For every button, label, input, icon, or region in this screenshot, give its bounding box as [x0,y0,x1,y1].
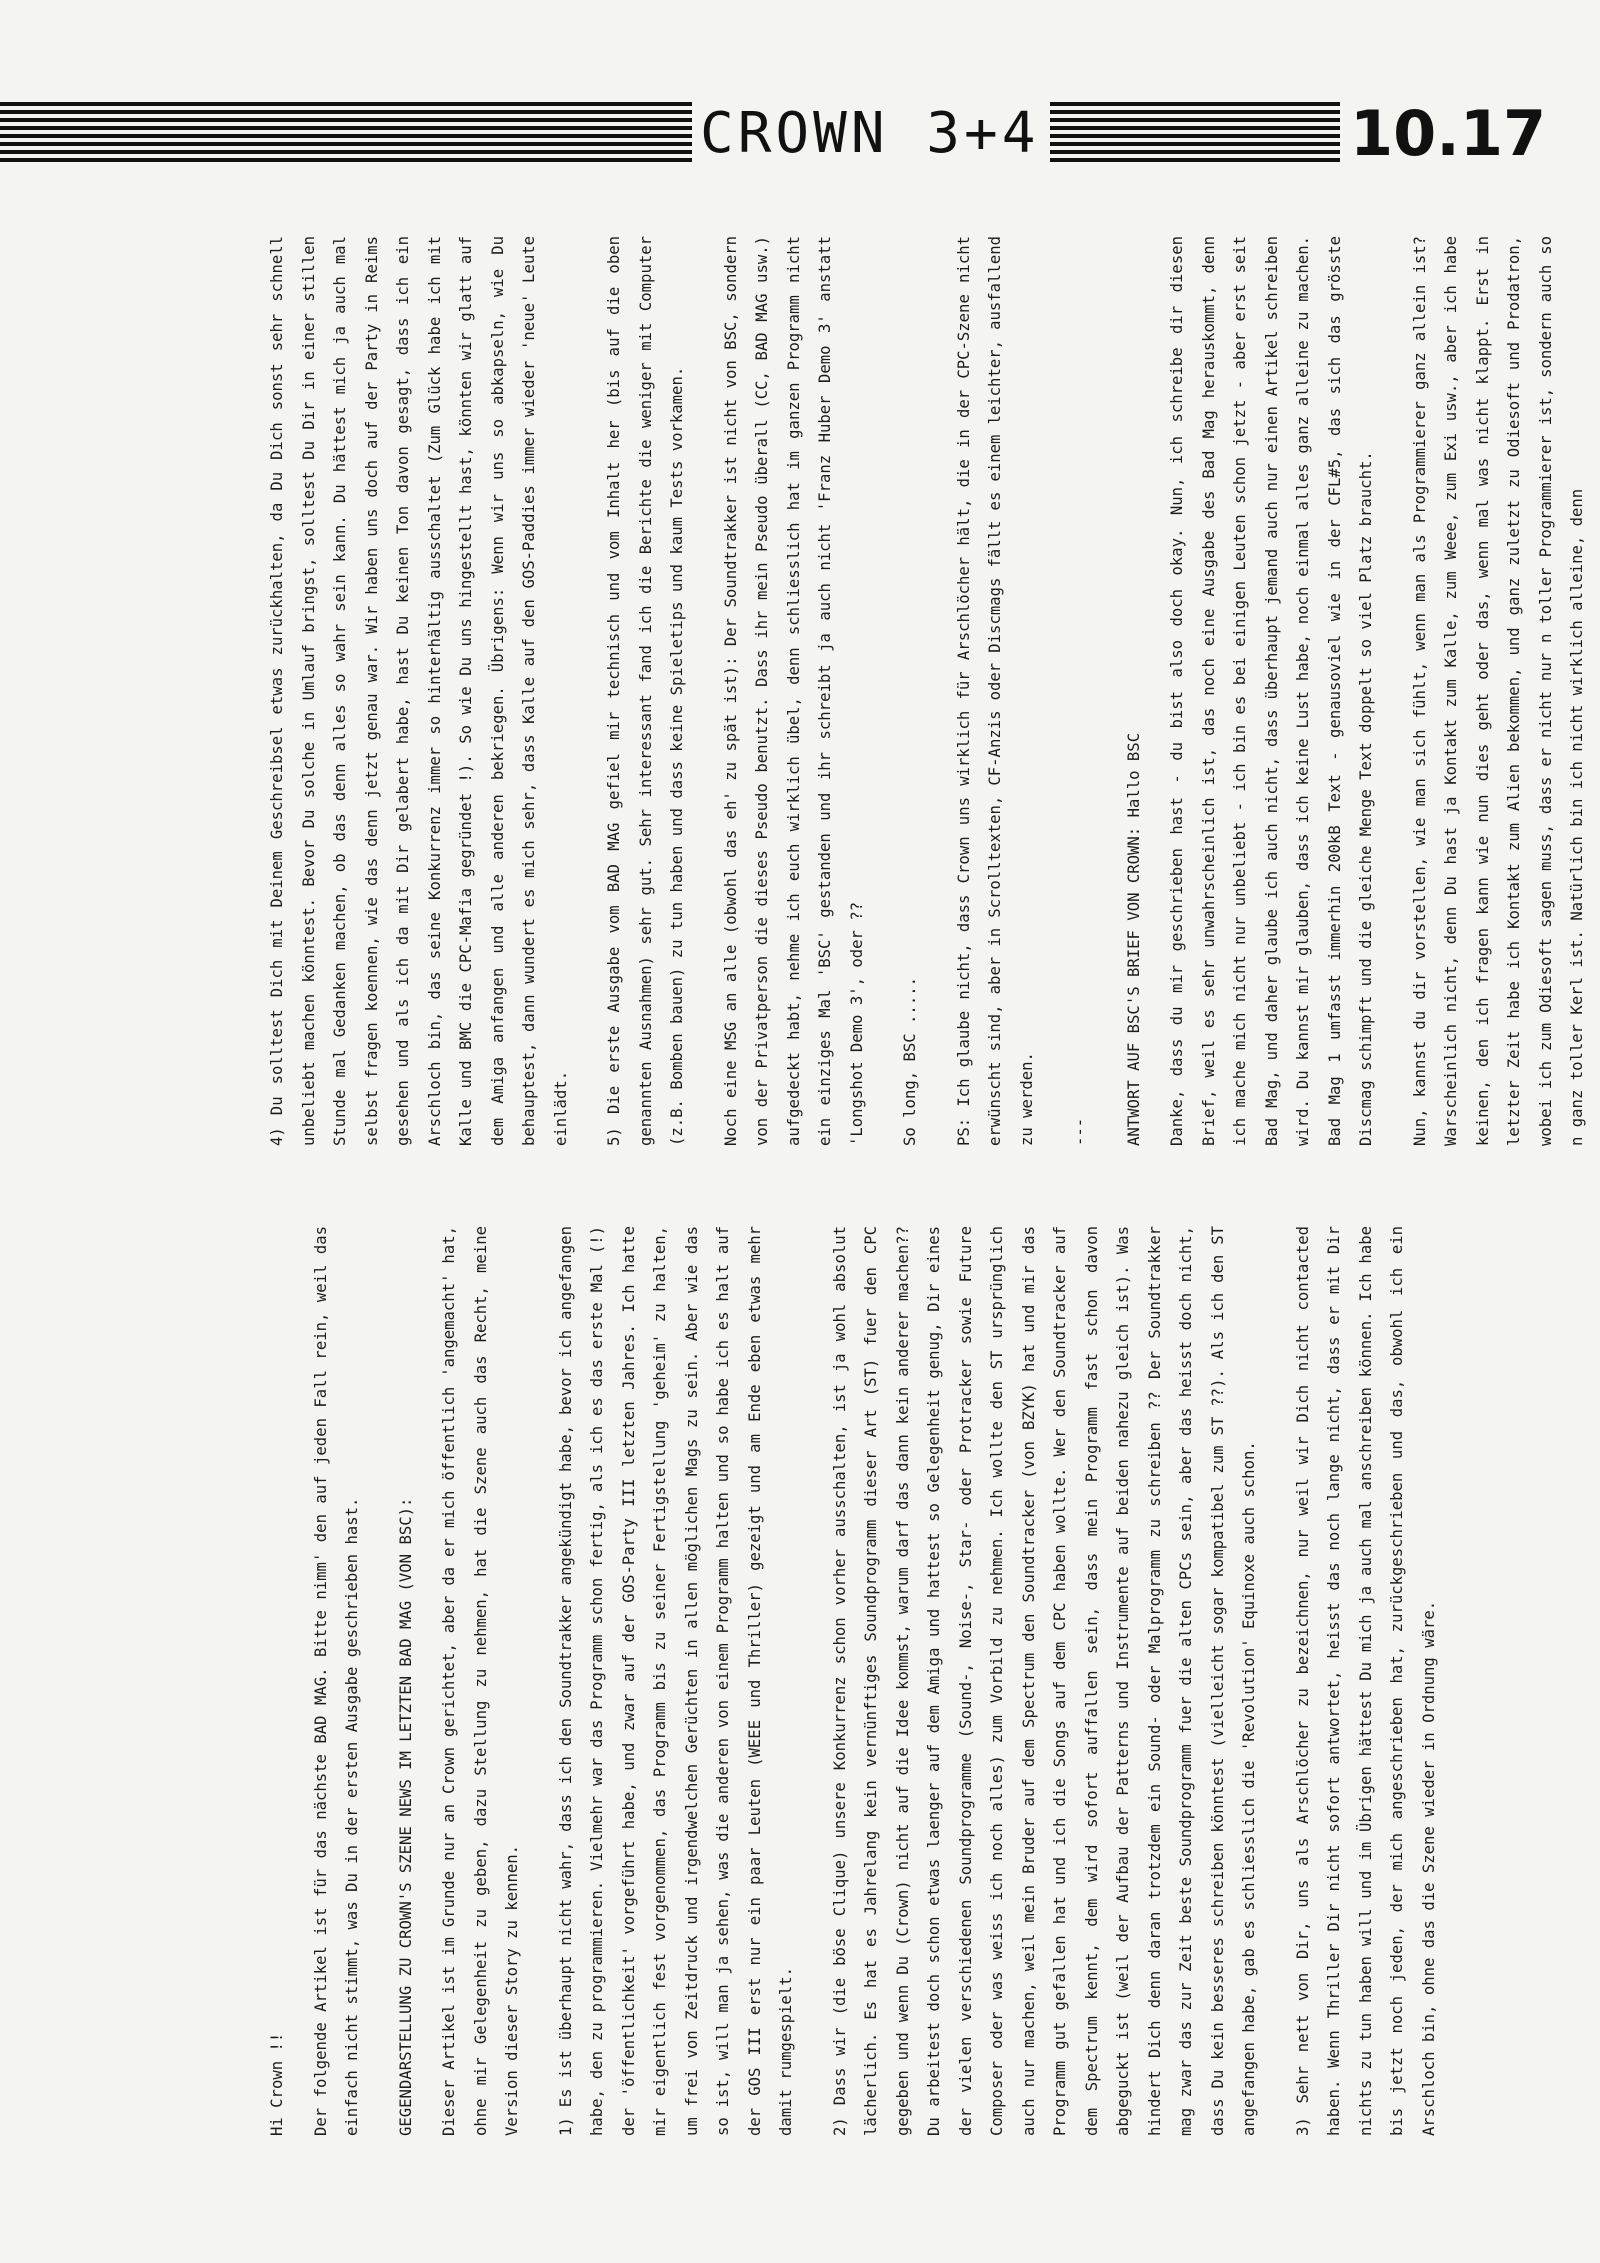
page-header [0,80,1600,190]
greeting: Hi Crown !! [268,2032,286,2136]
header-stripes-right [1050,102,1340,164]
magazine-title: CROWN 3+4 [700,101,1040,166]
paragraph-msg: Noch eine MSG an alle (obwohl das eh' zu spät ist): Der Soundtrakker ist nicht von BSC, sondern von der Privatperson die dieses Pseudo benutzt. Dass ihr mein Pseudo überall (CC, BAD MAG usw.) aufgedeckt habt, nehme ich euch wirklich übel, denn schliesslich hat im ganzen Programm nicht ein einziges Mal 'BSC' gestanden und ihr schreibt ja auch nicht 'Franz Huber Demo 3' anstatt 'Longshot Demo 3', oder ?? [721,236,866,1146]
intro-paragraph: Der folgende Artikel ist für das nächste BAD MAG. Bitte nimm' den auf jeden Fall rein, weil das einfach nicht stimmt, was Du in der ersten Ausgabe geschrieben hast. [311,1226,361,2136]
answer-paragraph-1: Danke, dass du mir geschrieben hast - du bist also doch okay. Nun, ich schreibe dir diesen Brief, weil es sehr unwahrscheinlich ist, das noch eine Ausgabe des Bad Mag herauskommt, denn ich mache mich nicht nur unbeliebt - ich bin es bei einigen Leuten schon jetzt - aber erst seit Bad Mag, und daher glaube ich auch nicht, dass überhaupt jemand auch nur einen Artikel schreiben wird. Du kannst mir glauben, dass ich keine Lust habe, noch einmal alles ganz alleine zu machen. Bad Mag 1 umfasst immerhin 200kB Text - genausoviel wie in der CFL#5, das sich das grösste Discmag schimpft und die gleiche Menge Text doppelt so viel Platz braucht. [1168,236,1375,1146]
paragraph-1: 1) Es ist überhaupt nicht wahr, dass ich den Soundtrakker angekündigt habe, bevor ich angefangen habe, den zu programmieren. Vielmehr war das Programm schon fertig, als ich es das erste Mal (!) der 'öffentlichkeit' vorgeführt habe, und zwar auf der GOS-Party III letzten Jahres. Ich hatte mir eigentlich fest vorgenommen, das Programm bis zu seiner Fertigstellung 'geheim' zu halten, um frei von Zeitdruck und irgendwelchen Gerüchten in allen möglichen Mags zu sein. Aber wie das so ist, will man ja sehen, was die anderen von einem Programm halten und so habe ich es halt auf der GOS III erst nur ein paar Leuten (WEEE und Thriller) gezeigt und am Ende eben etwas mehr damit rumgespielt. [556,1226,795,2136]
article-heading: GEGENDARSTELLUNG ZU CROWN'S SZENE NEWS IM LETZTEN BAD MAG (VON BSC): [396,1497,415,2136]
right-article-column [262,236,1586,1146]
paragraph-2: 2) Dass wir (die böse Clique) unsere Konkurrenz schon vorher ausschalten, ist ja wohl absolut lächerlich. Es hat es Jahrelang kein vernünftiges Soundprogramm dieser Art (ST) fuer den CPC gegeben und wenn Du (Crown) nicht auf die Idee kommst, warum darf das dann kein anderer machen?? Du arbeitest doch schon etwas laenger auf dem Amiga und hattest so Gelegenheit genug, Dir eines der vielen verschiedenen Soundprogramme (Sound-, Noise-, Star- oder Protracker sowie Future Composer oder was weiss ich noch alles) zum Vorbild zu nehmen. Ich wollte den ST ursprünglich auch nur machen, weil mein Bruder auf dem Spectrum den Soundtracker (von BZYK) hat und mir das Programm gut gefallen hat und ich die Songs auf dem CPC haben wollte. Wer den Soundtracker auf dem Spectrum kennt, dem wird sofort auffallen sein, dass mein Programm fast schon davon abgeguckt ist (weil der Aufbau der Patterns und Instrumente auf beiden nahezu gleich ist). Was hindert Dich denn daran trotzdem ein Sound- oder Malprogramm zu schreiben ?? Der Soundtrakker mag zwar das zur Zeit beste Soundprogramm fuer die alten CPCs sein, aber das heisst doch nicht, dass Du kein besseres schreiben könntest (vielleicht sogar kompatibel zum ST ??). Als ich den ST angefangen habe, gab es schliesslich die 'Revolution' Equinoxe auch schon. [830,1226,1258,2136]
postscript: PS: Ich glaube nicht, dass Crown uns wirklich für Arschlöcher hält, die in der CPC-Szene nicht erwünscht sind, aber in Scrolltexten, CF-Anzis oder Discmags fällt es einem leichter, ausfallend zu werden. [954,236,1036,1146]
paragraph-3: 3) Sehr nett von Dir, uns als Arschlöcher zu bezeichnen, nur weil wir Dich nicht contacted haben. Wenn Thriller Dir nicht sofort antwortet, heisst das noch lange nicht, dass er mit Dir nichts zu tun haben will und im Übrigen hättest Du mich ja auch mal anschreiben können. Ich habe bis jetzt noch jeden, der mich angeschrieben hat, zurückgeschrieben und das, obwohl ich ein Arschloch bin, ohne das die Szene wieder in Ordnung wäre. [1293,1226,1438,2136]
answer-paragraph-2: Nun, kannst du dir vorstellen, wie man sich fühlt, wenn man als Programmierer ganz allein ist? Warscheinlich nicht, denn Du hast ja Kontakt zum Kalle, zum Weee, zum Exi usw., aber ich habe keinen, den ich fragen kann wie nun dies geht oder das, wenn mal was nicht klappt. Erst in letzter Zeit habe ich Kontakt zum Alien bekommen, und ganz zuletzt zu Odiesoft und Prodatron, wobei ich zum Odiesoft sagen muss, dass er nicht nur n toller Programmierer ist, sondern auch so n ganz toller Kerl ist. Natürlich bin ich nicht wirklich alleine, denn [1410,236,1586,1146]
paragraph-4: 4) Du solltest Dich mit Deinem Geschreibsel etwas zurückhalten, da Du Dich sonst sehr schnell unbeliebt machen könntest. Bevor Du solche in Umlauf bringst, solltest Du Dir in einer stillen Stunde mal Gedanken machen, ob das denn alles so wahr sein kann. Du hättest mich ja auch mal selbst fragen koennen, wie das denn jetzt genau war. Wir haben uns doch auf der Party in Reims gesehen und als ich da mit Dir gelabert habe, hast Du keinen Ton davon gesagt, dass ich ein Arschloch bin, das seine Konkurrenz immer so hinterhältig ausschaltet (Zum Glück habe ich mit Kalle und BMC die CPC-Mafia gegründet !). So wie Du uns hingestellt hast, könnten wir glatt auf dem Amiga anfangen und alle anderen bekriegen. Übrigens: Wenn wir uns so abkapseln, wie Du behauptest, dann wundert es mich sehr, dass Kalle auf den GOS-Paddies immer wieder 'neue' Leute einlädt. [268,236,570,1146]
page-number: 10.17 [1350,97,1547,170]
answer-heading: ANTWORT AUF BSC'S BRIEF VON CROWN: Hallo BSC [1124,732,1143,1146]
header-stripes-left [0,102,692,164]
signoff: So long, BSC ..... [901,977,919,1146]
paragraph-5: 5) Die erste Ausgabe vom BAD MAG gefiel mir technisch und vom Inhalt her (bis auf die oben genannten Ausnahmen) sehr gut. Sehr interessant fand ich die Berichte die weniger mit Computer (z.B. Bomben bauen) zu tun haben und dass keine Spieletips und kaum Tests vorkamen. [605,236,686,1146]
separator: --- [1071,1117,1089,1146]
rotated-text-area [262,236,1586,2136]
left-article-column [262,1226,1502,2136]
paragraph-intro: Dieser Artikel ist im Grunde nur an Crown gerichtet, aber da er mich öffentlich 'angemacht' hat, ohne mir Gelegenheit zu geben, dazu Stellung zu nehmen, hat die Szene auch das Recht, meine Version dieser Story zu kennen. [440,1226,521,2136]
